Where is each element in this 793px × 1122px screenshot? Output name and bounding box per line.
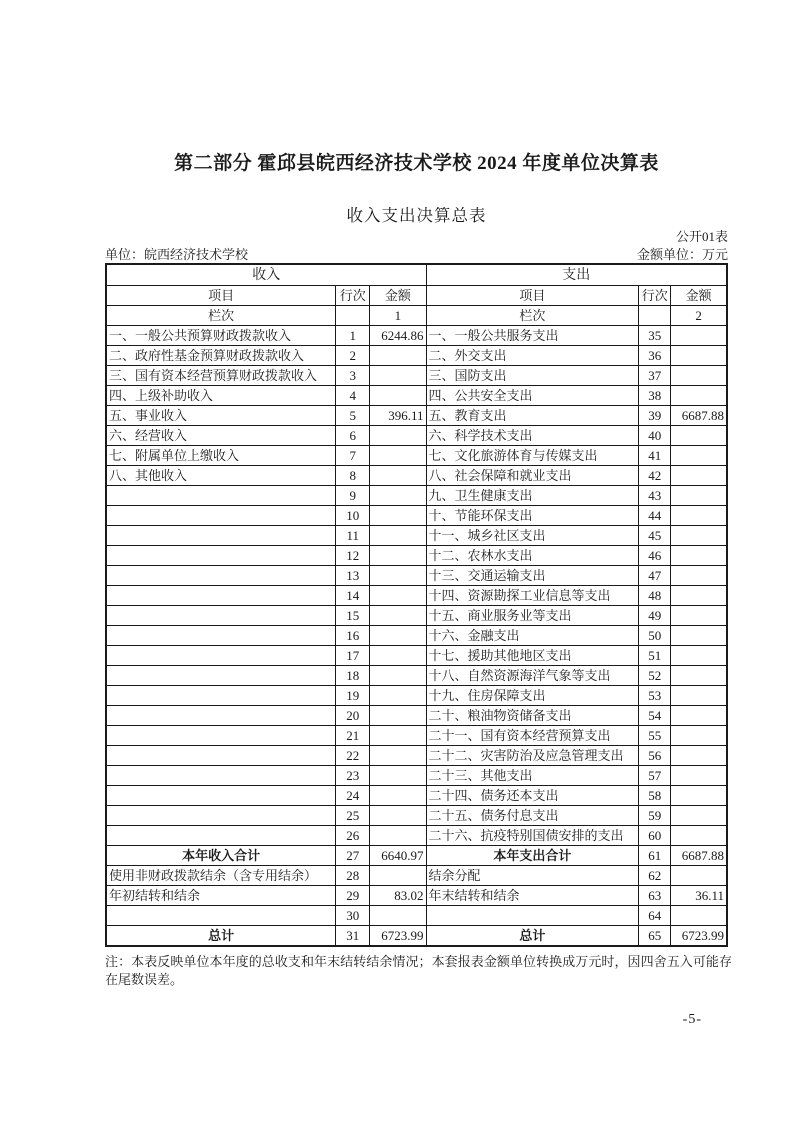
expense-amount-cell — [671, 646, 727, 666]
income-line-cell: 13 — [336, 566, 370, 586]
expense-amount-cell — [671, 486, 727, 506]
table-row — [106, 686, 727, 706]
expense-item-cell: 十八、自然资源海洋气象等支出 — [426, 666, 639, 686]
table-row — [106, 506, 727, 526]
expense-amount-cell — [671, 766, 727, 786]
income-line-index-blank — [336, 306, 370, 326]
expense-amount-cell — [671, 326, 727, 346]
income-item-cell — [106, 566, 336, 586]
expense-line-cell: 54 — [639, 706, 671, 726]
table-row — [106, 346, 727, 366]
expense-item-cell: 二十四、债务还本支出 — [426, 786, 639, 806]
income-amount-header: 金额 — [370, 286, 426, 306]
expense-item-cell: 二十一、国有资本经营预算支出 — [426, 726, 639, 746]
income-line-cell: 26 — [336, 826, 370, 846]
expense-amount-cell — [671, 746, 727, 766]
income-item-cell: 总计 — [106, 926, 336, 947]
table-row — [106, 406, 727, 426]
income-item-cell — [106, 726, 336, 746]
income-amount-cell — [370, 626, 426, 646]
income-item-cell — [106, 686, 336, 706]
expense-line-cell: 47 — [639, 566, 671, 586]
expense-line-cell: 53 — [639, 686, 671, 706]
income-amount-cell — [370, 866, 426, 886]
income-amount-cell: 83.02 — [370, 886, 426, 906]
expense-amount-cell — [671, 686, 727, 706]
expense-amount-header: 金额 — [671, 286, 727, 306]
income-line-cell: 17 — [336, 646, 370, 666]
income-amount-cell: 6723.99 — [370, 926, 426, 947]
expense-item-cell: 十九、住房保障支出 — [426, 686, 639, 706]
income-item-cell: 三、国有资本经营预算财政拨款收入 — [106, 366, 336, 386]
income-amount-cell — [370, 766, 426, 786]
income-item-cell — [106, 746, 336, 766]
table-row — [106, 466, 727, 486]
expense-line-cell: 45 — [639, 526, 671, 546]
page-number: -5- — [682, 1012, 702, 1027]
income-amount-cell — [370, 706, 426, 726]
income-item-cell: 本年收入合计 — [106, 846, 336, 866]
table-row — [106, 786, 727, 806]
expense-line-cell: 48 — [639, 586, 671, 606]
column-index-row — [106, 306, 727, 326]
expense-line-cell: 35 — [639, 326, 671, 346]
income-amount-cell — [370, 426, 426, 446]
table-row — [106, 586, 727, 606]
expense-line-cell: 38 — [639, 386, 671, 406]
expense-line-cell: 40 — [639, 426, 671, 446]
income-line-cell: 8 — [336, 466, 370, 486]
page-title: 第二部分 霍邱县皖西经济技术学校 2024 年度单位决算表 — [174, 153, 659, 174]
note-text: 注：本表反映单位本年度的总收支和年末结转结余情况；本套报表金额单位转换成万元时，因四舍五入可能存在尾数误差。 — [105, 954, 732, 987]
table-code: 公开01表 — [675, 229, 728, 244]
income-amount-cell — [370, 786, 426, 806]
income-amount-cell — [370, 526, 426, 546]
income-amount-cell — [370, 826, 426, 846]
expense-line-index-blank — [639, 306, 671, 326]
section-header-row — [106, 264, 727, 286]
income-amount-cell — [370, 446, 426, 466]
expense-item-cell: 本年支出合计 — [426, 846, 639, 866]
income-amount-cell — [370, 806, 426, 826]
table-row — [106, 866, 727, 886]
expense-section-header: 支出 — [426, 264, 727, 286]
income-amount-cell — [370, 366, 426, 386]
income-line-cell: 20 — [336, 706, 370, 726]
table-row — [106, 706, 727, 726]
expense-item-cell: 十四、资源勘探工业信息等支出 — [426, 586, 639, 606]
income-item-cell — [106, 646, 336, 666]
income-item-cell: 五、事业收入 — [106, 406, 336, 426]
income-line-cell: 22 — [336, 746, 370, 766]
income-item-cell — [106, 766, 336, 786]
income-column-index-label: 栏次 — [106, 306, 336, 326]
expense-item-cell: 四、公共安全支出 — [426, 386, 639, 406]
expense-amount-cell — [671, 826, 727, 846]
expense-line-cell: 61 — [639, 846, 671, 866]
table-row — [106, 666, 727, 686]
income-line-cell: 23 — [336, 766, 370, 786]
expense-item-cell: 一、一般公共服务支出 — [426, 326, 639, 346]
income-item-cell — [106, 666, 336, 686]
expense-line-cell: 56 — [639, 746, 671, 766]
income-line-cell: 6 — [336, 426, 370, 446]
table-row — [106, 426, 727, 446]
expense-line-cell: 39 — [639, 406, 671, 426]
income-line-cell: 28 — [336, 866, 370, 886]
income-line-cell: 29 — [336, 886, 370, 906]
income-line-cell: 14 — [336, 586, 370, 606]
income-item-cell — [106, 706, 336, 726]
table-row — [106, 886, 727, 906]
expense-item-cell: 十六、金融支出 — [426, 626, 639, 646]
expense-item-cell: 总计 — [426, 926, 639, 947]
table-row — [106, 906, 727, 926]
income-amount-cell — [370, 566, 426, 586]
table-subtitle: 收入支出决算总表 — [346, 206, 487, 225]
expense-line-cell: 60 — [639, 826, 671, 846]
income-amount-cell — [370, 466, 426, 486]
expense-line-cell: 43 — [639, 486, 671, 506]
income-line-cell: 7 — [336, 446, 370, 466]
income-line-cell: 5 — [336, 406, 370, 426]
income-amount-cell — [370, 606, 426, 626]
income-line-cell: 11 — [336, 526, 370, 546]
income-amount-cell — [370, 726, 426, 746]
unit-line — [105, 244, 728, 263]
unit-name: 单位：皖西经济技术学校 — [105, 247, 249, 262]
income-line-cell: 1 — [336, 326, 370, 346]
expense-amount-cell — [671, 906, 727, 926]
expense-item-cell: 二、外交支出 — [426, 346, 639, 366]
expense-item-cell: 二十二、灾害防治及应急管理支出 — [426, 746, 639, 766]
expense-item-cell: 七、文化旅游体育与传媒支出 — [426, 446, 639, 466]
table-row — [106, 606, 727, 626]
expense-amount-cell — [671, 706, 727, 726]
income-line-cell: 4 — [336, 386, 370, 406]
expense-amount-cell — [671, 726, 727, 746]
income-item-cell — [106, 786, 336, 806]
expense-item-cell: 十三、交通运输支出 — [426, 566, 639, 586]
income-line-cell: 31 — [336, 926, 370, 947]
income-line-cell: 9 — [336, 486, 370, 506]
income-line-cell: 19 — [336, 686, 370, 706]
income-line-cell: 12 — [336, 546, 370, 566]
expense-line-cell: 36 — [639, 346, 671, 366]
income-line-cell: 24 — [336, 786, 370, 806]
income-line-cell: 21 — [336, 726, 370, 746]
income-item-cell — [106, 526, 336, 546]
expense-line-cell: 44 — [639, 506, 671, 526]
income-line-cell: 2 — [336, 346, 370, 366]
table-row — [106, 826, 727, 846]
income-line-cell: 27 — [336, 846, 370, 866]
expense-line-cell: 55 — [639, 726, 671, 746]
income-amount-cell: 396.11 — [370, 406, 426, 426]
table-row — [106, 546, 727, 566]
table-row — [106, 626, 727, 646]
expense-item-cell: 八、社会保障和就业支出 — [426, 466, 639, 486]
expense-line-header: 行次 — [639, 286, 671, 306]
table-row — [106, 386, 727, 406]
expense-line-cell: 57 — [639, 766, 671, 786]
income-expense-summary-table — [105, 263, 728, 947]
expense-item-cell: 六、科学技术支出 — [426, 426, 639, 446]
income-line-cell: 3 — [336, 366, 370, 386]
expense-line-cell: 42 — [639, 466, 671, 486]
income-item-cell: 使用非财政拨款结余（含专用结余） — [106, 866, 336, 886]
expense-item-cell: 二十三、其他支出 — [426, 766, 639, 786]
income-item-cell: 一、一般公共预算财政拨款收入 — [106, 326, 336, 346]
expense-item-cell — [426, 906, 639, 926]
income-item-cell: 八、其他收入 — [106, 466, 336, 486]
expense-item-header: 项目 — [426, 286, 639, 306]
income-section-header: 收入 — [106, 264, 426, 286]
expense-amount-cell — [671, 366, 727, 386]
income-line-cell: 15 — [336, 606, 370, 626]
income-item-cell: 二、政府性基金预算财政拨款收入 — [106, 346, 336, 366]
expense-item-cell: 三、国防支出 — [426, 366, 639, 386]
expense-item-cell: 二十、粮油物资储备支出 — [426, 706, 639, 726]
expense-amount-cell: 6723.99 — [671, 926, 727, 947]
expense-line-cell: 59 — [639, 806, 671, 826]
expense-line-cell: 51 — [639, 646, 671, 666]
expense-amount-cell — [671, 526, 727, 546]
expense-amount-cell — [671, 786, 727, 806]
table-row — [106, 806, 727, 826]
expense-item-cell: 十、节能环保支出 — [426, 506, 639, 526]
expense-line-cell: 41 — [639, 446, 671, 466]
expense-line-cell: 64 — [639, 906, 671, 926]
table-row — [106, 846, 727, 866]
expense-item-cell: 二十五、债务付息支出 — [426, 806, 639, 826]
income-amount-cell — [370, 546, 426, 566]
table-row — [106, 726, 727, 746]
table-body — [106, 326, 727, 947]
income-item-cell — [106, 826, 336, 846]
income-item-cell: 四、上级补助收入 — [106, 386, 336, 406]
expense-item-cell: 结余分配 — [426, 866, 639, 886]
income-item-cell — [106, 506, 336, 526]
income-amount-cell — [370, 746, 426, 766]
expense-amount-cell — [671, 386, 727, 406]
amount-unit: 金额单位：万元 — [636, 247, 728, 262]
expense-line-cell: 62 — [639, 866, 671, 886]
expense-line-cell: 63 — [639, 886, 671, 906]
table-row — [106, 486, 727, 506]
expense-amount-cell — [671, 626, 727, 646]
expense-item-cell: 十二、农林水支出 — [426, 546, 639, 566]
income-item-cell — [106, 626, 336, 646]
expense-amount-cell — [671, 446, 727, 466]
expense-item-cell: 十一、城乡社区支出 — [426, 526, 639, 546]
income-item-header: 项目 — [106, 286, 336, 306]
expense-amount-cell — [671, 546, 727, 566]
income-item-cell: 年初结转和结余 — [106, 886, 336, 906]
income-amount-cell: 6640.97 — [370, 846, 426, 866]
income-amount-cell — [370, 666, 426, 686]
income-amount-cell — [370, 906, 426, 926]
expense-amount-cell — [671, 806, 727, 826]
income-amount-cell — [370, 586, 426, 606]
expense-column-index: 2 — [671, 306, 727, 326]
income-line-cell: 25 — [336, 806, 370, 826]
table-row — [106, 326, 727, 346]
expense-line-cell: 58 — [639, 786, 671, 806]
expense-amount-cell — [671, 566, 727, 586]
income-amount-cell — [370, 386, 426, 406]
income-line-cell: 10 — [336, 506, 370, 526]
table-row — [106, 766, 727, 786]
table-row — [106, 746, 727, 766]
expense-line-cell: 37 — [639, 366, 671, 386]
income-amount-cell — [370, 346, 426, 366]
income-amount-cell: 6244.86 — [370, 326, 426, 346]
income-line-cell: 16 — [336, 626, 370, 646]
income-line-cell: 18 — [336, 666, 370, 686]
income-line-header: 行次 — [336, 286, 370, 306]
income-amount-cell — [370, 686, 426, 706]
income-item-cell — [106, 486, 336, 506]
expense-amount-cell — [671, 666, 727, 686]
expense-line-cell: 50 — [639, 626, 671, 646]
expense-amount-cell: 6687.88 — [671, 846, 727, 866]
expense-amount-cell — [671, 866, 727, 886]
expense-amount-cell — [671, 586, 727, 606]
income-item-cell: 七、附属单位上缴收入 — [106, 446, 336, 466]
expense-column-index-label: 栏次 — [426, 306, 639, 326]
income-amount-cell — [370, 646, 426, 666]
income-item-cell: 六、经营收入 — [106, 426, 336, 446]
income-item-cell — [106, 586, 336, 606]
expense-line-cell: 52 — [639, 666, 671, 686]
expense-item-cell: 二十六、抗疫特别国债安排的支出 — [426, 826, 639, 846]
income-amount-cell — [370, 506, 426, 526]
expense-amount-cell — [671, 426, 727, 446]
expense-item-cell: 十五、商业服务业等支出 — [426, 606, 639, 626]
income-item-cell — [106, 546, 336, 566]
income-item-cell — [106, 906, 336, 926]
expense-amount-cell: 36.11 — [671, 886, 727, 906]
table-row — [106, 366, 727, 386]
table-row — [106, 646, 727, 666]
table-row — [106, 566, 727, 586]
income-column-index: 1 — [370, 306, 426, 326]
column-header-row — [106, 286, 727, 306]
table-row — [106, 446, 727, 466]
expense-item-cell: 十七、援助其他地区支出 — [426, 646, 639, 666]
income-line-cell: 30 — [336, 906, 370, 926]
table-row — [106, 526, 727, 546]
expense-amount-cell — [671, 606, 727, 626]
table-row — [106, 926, 727, 947]
expense-line-cell: 49 — [639, 606, 671, 626]
income-amount-cell — [370, 486, 426, 506]
expense-amount-cell: 6687.88 — [671, 406, 727, 426]
income-item-cell — [106, 806, 336, 826]
expense-amount-cell — [671, 346, 727, 366]
expense-item-cell: 九、卫生健康支出 — [426, 486, 639, 506]
expense-item-cell: 五、教育支出 — [426, 406, 639, 426]
expense-amount-cell — [671, 466, 727, 486]
income-item-cell — [106, 606, 336, 626]
expense-line-cell: 46 — [639, 546, 671, 566]
expense-item-cell: 年末结转和结余 — [426, 886, 639, 906]
expense-amount-cell — [671, 506, 727, 526]
expense-line-cell: 65 — [639, 926, 671, 947]
